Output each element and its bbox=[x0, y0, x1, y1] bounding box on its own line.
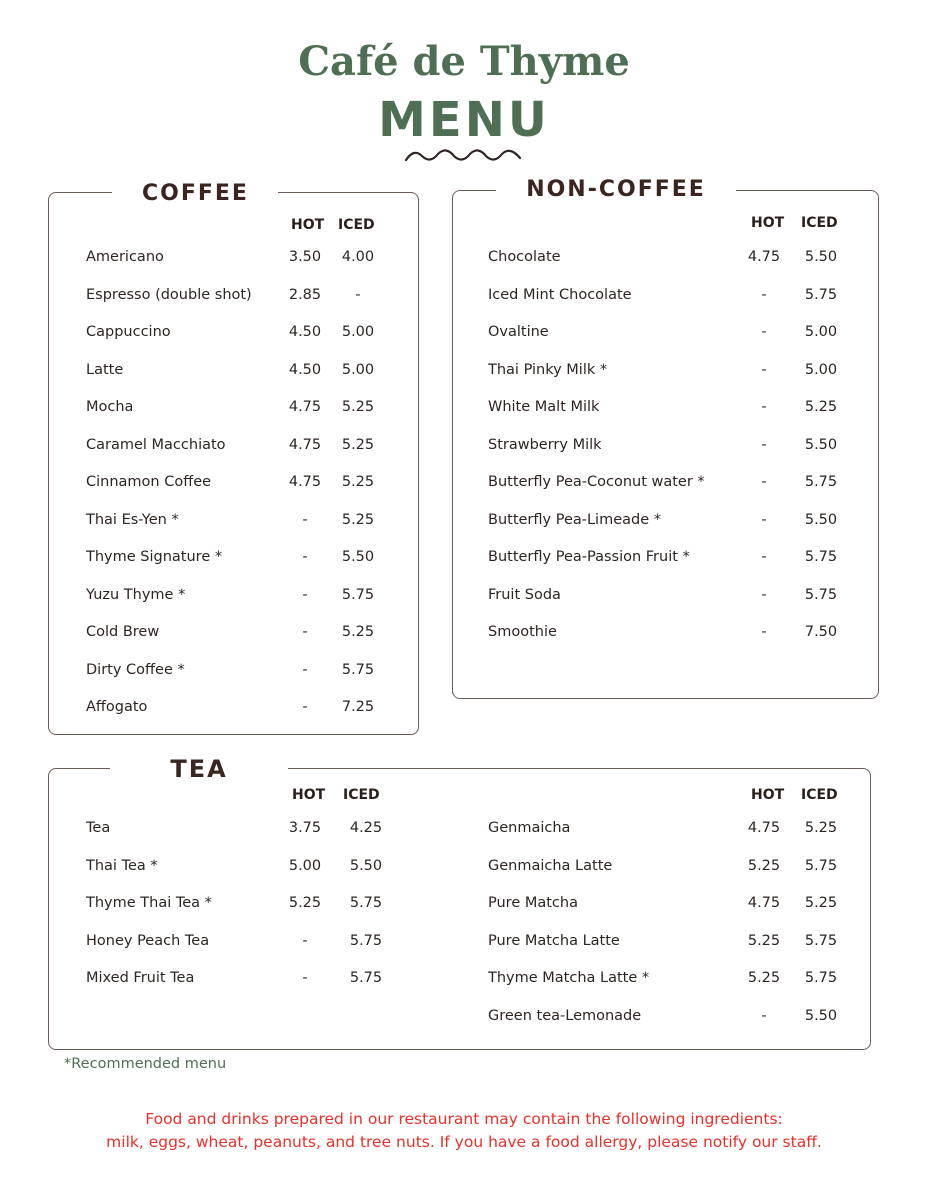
menu-item-hot-price: - bbox=[302, 661, 308, 678]
coffee-section-title: COFFEE bbox=[112, 180, 278, 208]
menu-item-name: Cinnamon Coffee bbox=[86, 474, 212, 490]
menu-item-name: Butterfly Pea-Coconut water * bbox=[488, 474, 705, 490]
menu-item-name: Thai Es-Yen * bbox=[86, 511, 179, 528]
menu-item-iced-price: 5.50 bbox=[804, 1007, 838, 1024]
menu-item-hot-price: 5.25 bbox=[747, 932, 781, 949]
menu-item-name: Thai Tea * bbox=[86, 857, 158, 874]
menu-item-iced-price: 5.75 bbox=[804, 474, 838, 490]
menu-item-name: Green tea-Lemonade bbox=[488, 1007, 642, 1024]
menu-item-iced-price: 5.00 bbox=[341, 361, 375, 378]
menu-item-hot-price: - bbox=[761, 624, 767, 640]
menu-item-iced-price: 5.50 bbox=[341, 549, 375, 565]
menu-item-hot-price: 4.50 bbox=[288, 361, 322, 378]
menu-item-name: Butterfly Pea-Passion Fruit * bbox=[488, 549, 690, 565]
menu-item-iced-price: 5.25 bbox=[341, 399, 375, 415]
menu-item-iced-price: 5.75 bbox=[804, 970, 838, 986]
menu-item-name: Genmaicha bbox=[488, 820, 571, 836]
menu-item-iced-price: 5.75 bbox=[341, 586, 375, 603]
menu-item-iced-price: 5.25 bbox=[804, 895, 838, 911]
menu-item-iced-price: 5.25 bbox=[804, 820, 838, 836]
menu-item-iced-price: 5.75 bbox=[804, 549, 838, 565]
menu-item-name: Thyme Thai Tea * bbox=[86, 895, 212, 911]
tea-left-hot-header: HOT bbox=[292, 787, 326, 803]
menu-item-name: Iced Mint Chocolate bbox=[488, 286, 632, 303]
menu-item-hot-price: - bbox=[761, 286, 767, 303]
menu-item-iced-price: 5.50 bbox=[804, 511, 838, 528]
menu-item-hot-price: - bbox=[761, 361, 767, 378]
menu-item-iced-price: 7.25 bbox=[341, 699, 375, 715]
menu-item-hot-price: - bbox=[302, 624, 308, 640]
menu-item-iced-price: 5.75 bbox=[804, 586, 838, 603]
menu-item-name: Affogato bbox=[86, 699, 148, 715]
menu-item-name: Yuzu Thyme * bbox=[86, 586, 186, 603]
menu-item-iced-price: 5.25 bbox=[341, 436, 375, 453]
menu-item-iced-price: 5.25 bbox=[341, 474, 375, 490]
menu-item-iced-price: 5.75 bbox=[349, 932, 383, 949]
menu-item-hot-price: - bbox=[761, 399, 767, 415]
menu-item-iced-price: 5.75 bbox=[804, 857, 838, 874]
menu-item-name: Smoothie bbox=[488, 624, 557, 640]
menu-item-iced-price: 7.50 bbox=[804, 624, 838, 640]
menu-item-name: Pure Matcha Latte bbox=[488, 932, 620, 949]
menu-item-hot-price: 4.50 bbox=[288, 324, 322, 340]
non-coffee-section-title: NON-COFFEE bbox=[496, 176, 736, 204]
menu-item-hot-price: 5.25 bbox=[747, 970, 781, 986]
menu-item-iced-price: 5.50 bbox=[349, 857, 383, 874]
menu-item-name: Butterfly Pea-Limeade * bbox=[488, 511, 662, 528]
menu-item-hot-price: 2.85 bbox=[288, 286, 322, 303]
menu-item-hot-price: 3.50 bbox=[288, 249, 322, 265]
menu-item-hot-price: - bbox=[302, 549, 308, 565]
menu-item-iced-price: 5.75 bbox=[804, 932, 838, 949]
menu-item-name: Thyme Matcha Latte * bbox=[488, 970, 650, 986]
allergy-line-1: Food and drinks prepared in our restaurant may contain the following ingredients: bbox=[145, 1110, 783, 1128]
menu-item-hot-price: - bbox=[761, 474, 767, 490]
tea-section-title: TEA bbox=[110, 754, 288, 784]
menu-item-iced-price: 5.00 bbox=[804, 361, 838, 378]
allergy-notice bbox=[0, 1108, 928, 1154]
menu-item-name: Tea bbox=[86, 820, 111, 836]
menu-item-hot-price: - bbox=[302, 699, 308, 715]
menu-item-name: Genmaicha Latte bbox=[488, 857, 613, 874]
allergy-line-2: milk, eggs, wheat, peanuts, and tree nuts. If you have a food allergy, please notify our staff. bbox=[106, 1133, 822, 1151]
menu-item-iced-price: 5.25 bbox=[341, 511, 375, 528]
menu-item-hot-price: - bbox=[302, 511, 308, 528]
menu-item-name: Fruit Soda bbox=[488, 586, 561, 603]
non-coffee-iced-header: ICED bbox=[801, 215, 838, 231]
menu-item-iced-price: 5.25 bbox=[804, 399, 838, 415]
menu-item-iced-price: 5.75 bbox=[349, 970, 383, 986]
menu-item-iced-price: 5.75 bbox=[804, 286, 838, 303]
tea-left-iced-header: ICED bbox=[343, 787, 380, 803]
menu-item-hot-price: 4.75 bbox=[288, 474, 322, 490]
menu-item-name: Chocolate bbox=[488, 249, 561, 265]
coffee-section bbox=[48, 192, 419, 735]
menu-item-hot-price: 4.75 bbox=[747, 249, 781, 265]
wave-divider-icon bbox=[404, 146, 524, 166]
menu-item-hot-price: - bbox=[761, 586, 767, 603]
menu-item-hot-price: - bbox=[302, 586, 308, 603]
menu-item-hot-price: - bbox=[761, 436, 767, 453]
menu-item-hot-price: - bbox=[761, 511, 767, 528]
menu-item-name: Pure Matcha bbox=[488, 895, 578, 911]
menu-item-hot-price: 3.75 bbox=[288, 820, 322, 836]
menu-item-hot-price: 4.75 bbox=[288, 436, 322, 453]
menu-title: MENU bbox=[378, 92, 550, 148]
menu-item-iced-price: - bbox=[355, 286, 361, 303]
menu-item-name: Americano bbox=[86, 249, 164, 265]
menu-item-hot-price: - bbox=[761, 549, 767, 565]
menu-item-name: Strawberry Milk bbox=[488, 436, 602, 453]
tea-right-hot-header: HOT bbox=[751, 787, 785, 803]
coffee-iced-header: ICED bbox=[338, 217, 375, 233]
menu-item-iced-price: 4.00 bbox=[341, 249, 375, 265]
menu-item-iced-price: 5.75 bbox=[349, 895, 383, 911]
menu-item-iced-price: 4.25 bbox=[349, 820, 383, 836]
menu-item-name: Honey Peach Tea bbox=[86, 932, 210, 949]
menu-item-name: Ovaltine bbox=[488, 324, 549, 340]
menu-item-hot-price: 5.00 bbox=[288, 857, 322, 874]
menu-item-name: Thai Pinky Milk * bbox=[488, 361, 608, 378]
cafe-name: Café de Thyme bbox=[298, 38, 630, 85]
menu-item-hot-price: 4.75 bbox=[747, 895, 781, 911]
menu-item-iced-price: 5.75 bbox=[341, 661, 375, 678]
coffee-hot-header: HOT bbox=[291, 217, 325, 233]
menu-item-name: Cold Brew bbox=[86, 624, 160, 640]
recommended-note: *Recommended menu bbox=[64, 1056, 227, 1072]
menu-item-name: Caramel Macchiato bbox=[86, 436, 226, 453]
menu-item-iced-price: 5.00 bbox=[341, 324, 375, 340]
menu-item-hot-price: - bbox=[761, 324, 767, 340]
menu-item-iced-price: 5.00 bbox=[804, 324, 838, 340]
menu-item-hot-price: 5.25 bbox=[747, 857, 781, 874]
menu-item-iced-price: 5.50 bbox=[804, 249, 838, 265]
menu-item-iced-price: 5.50 bbox=[804, 436, 838, 453]
menu-item-name: White Malt Milk bbox=[488, 399, 600, 415]
menu-item-hot-price: - bbox=[302, 932, 308, 949]
menu-item-name: Espresso (double shot) bbox=[86, 286, 252, 303]
menu-item-hot-price: 5.25 bbox=[288, 895, 322, 911]
menu-item-hot-price: 4.75 bbox=[288, 399, 322, 415]
menu-item-name: Latte bbox=[86, 361, 124, 378]
menu-item-name: Dirty Coffee * bbox=[86, 661, 185, 678]
menu-item-hot-price: - bbox=[302, 970, 308, 986]
menu-item-name: Mixed Fruit Tea bbox=[86, 970, 195, 986]
menu-item-iced-price: 5.25 bbox=[341, 624, 375, 640]
menu-item-name: Thyme Signature * bbox=[86, 549, 223, 565]
menu-item-hot-price: 4.75 bbox=[747, 820, 781, 836]
menu-item-name: Cappuccino bbox=[86, 324, 171, 340]
menu-item-name: Mocha bbox=[86, 399, 134, 415]
non-coffee-hot-header: HOT bbox=[751, 215, 785, 231]
tea-right-iced-header: ICED bbox=[801, 787, 838, 803]
menu-item-hot-price: - bbox=[761, 1007, 767, 1024]
